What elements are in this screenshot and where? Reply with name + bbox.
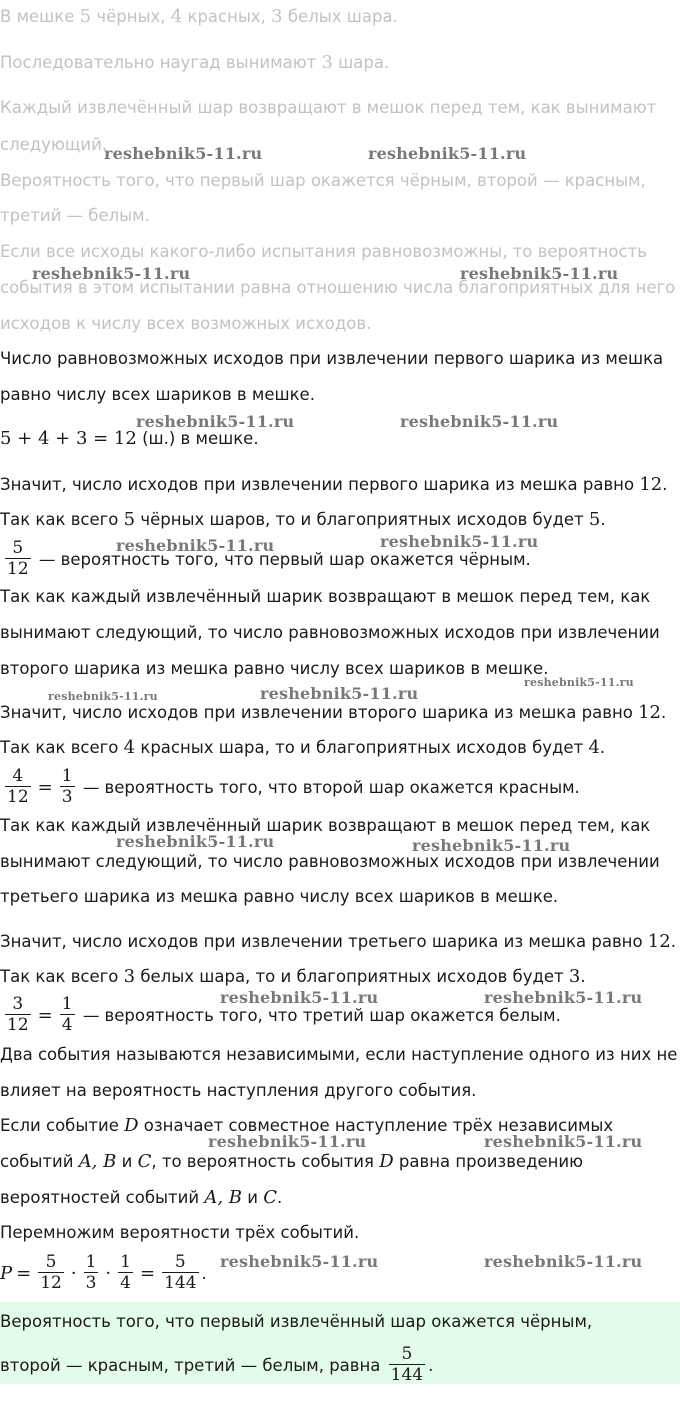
sum-line: 5 + 4 + 3 = 12 (ш.) в мешке. — [0, 428, 259, 449]
watermark: reshebnik5-11.ru — [260, 684, 419, 703]
solution-p2-line-3: второго шарика из мешка равно числу всех шариков в мешке. — [0, 659, 549, 678]
red-probability-line: $\frac{4}{12}$ = $\frac{1}{3}$ — вероятность того, что второй шар окажется красным. — [7, 766, 580, 807]
watermark: reshebnik5-11.ru — [220, 988, 379, 1007]
problem-line-4: следующий. — [0, 135, 108, 154]
independence-line-2: влияет на вероятность наступления другого события. — [0, 1081, 477, 1100]
watermark: reshebnik5-11.ru — [220, 1252, 379, 1271]
fraction-red-reduced: $\frac{1}{3}$ — [61, 766, 73, 807]
third-total-line: Значит, число исходов при извлечении третьего шарика из мешка равно 12. — [0, 931, 676, 952]
definition-line-1: Если все исходы какого-либо испытания равновозможны, то вероятность — [0, 242, 647, 261]
watermark: reshebnik5-11.ru — [136, 412, 295, 431]
watermark: reshebnik5-11.ru — [380, 532, 539, 551]
answer-line-1: Вероятность того, что первый извлечённый шар окажется чёрным, — [0, 1312, 593, 1331]
fraction-white: $\frac{3}{12}$ — [7, 994, 29, 1035]
red-favorable-line: Так как всего 4 красных шара, то и благоприятных исходов будет 4. — [0, 737, 606, 758]
sum-expression: 5 + 4 + 3 = 12 — [0, 428, 137, 449]
watermark: reshebnik5-11.ru — [460, 264, 619, 283]
problem-line-2: Последовательно наугад вынимают 3 шара. — [0, 52, 390, 73]
watermark: reshebnik5-11.ru — [116, 536, 275, 555]
problem-line-1: В мешке 5 чёрных, 4 красных, 3 белых шара. — [0, 6, 398, 27]
watermark: reshebnik5-11.ru — [484, 1252, 643, 1271]
product-fraction-2: $\frac{1}{3}$ — [85, 1252, 97, 1293]
product-formula: P = $\frac{5}{12}$ · $\frac{1}{3}$ · $\frac{1}{4}$ = $\frac{5}{144}$ . — [0, 1252, 207, 1293]
solution-p3-line-2: вынимают следующий, то число равновозможных исходов при извлечении — [0, 852, 660, 871]
fraction-red: $\frac{4}{12}$ — [7, 766, 29, 807]
second-total-line: Значит, число исходов при извлечении второго шарика из мешка равно 12. — [0, 702, 667, 723]
watermark: reshebnik5-11.ru — [484, 1132, 643, 1151]
definition-line-3: исходов к числу всех возможных исходов. — [0, 314, 372, 333]
fraction-white-reduced: $\frac{1}{4}$ — [61, 994, 73, 1035]
watermark: reshebnik5-11.ru — [208, 1132, 367, 1151]
watermark: reshebnik5-11.ru — [48, 690, 158, 703]
problem-line-6: третий — белым. — [0, 206, 150, 225]
watermark: reshebnik5-11.ru — [32, 264, 191, 283]
watermark: reshebnik5-11.ru — [524, 676, 634, 689]
independence-line-1: Два события называются независимыми, если наступление одного из них не — [0, 1045, 678, 1064]
answer-fraction: $\frac{5}{144}$ — [390, 1344, 424, 1385]
multiply-line: Перемножим вероятности трёх событий. — [0, 1223, 360, 1242]
watermark: reshebnik5-11.ru — [484, 988, 643, 1007]
answer-box — [0, 1302, 680, 1384]
solution-p1-line-1: Число равновозможных исходов при извлечении первого шарика из мешка — [0, 349, 664, 368]
watermark: reshebnik5-11.ru — [116, 832, 275, 851]
watermark: reshebnik5-11.ru — [412, 836, 571, 855]
black-probability-line: $\frac{5}{12}$ — вероятность того, что первый шар окажется чёрным. — [7, 538, 531, 579]
first-total-line: Значит, число исходов при извлечении первого шарика из мешка равно 12. — [0, 474, 668, 495]
white-probability-line: $\frac{3}{12}$ = $\frac{1}{4}$ — вероятность того, что третий шар окажется белым. — [7, 994, 561, 1035]
product-result: $\frac{5}{144}$ — [164, 1252, 197, 1293]
solution-p3-line-3: третьего шарика из мешка равно числу всех шариков в мешке. — [0, 887, 559, 906]
product-fraction-3: $\frac{1}{4}$ — [120, 1252, 131, 1293]
watermark: reshebnik5-11.ru — [368, 144, 527, 163]
fraction-black: $\frac{5}{12}$ — [7, 538, 29, 579]
definition-line-2: события в этом испытании равна отношению числа благоприятных для него — [0, 278, 676, 297]
problem-line-3: Каждый извлечённый шар возвращают в мешок перед тем, как вынимают — [0, 98, 657, 117]
solution-p1-line-2: равно числу всех шариков в мешке. — [0, 385, 315, 404]
rule-line-1: Если событие D означает совместное наступление трёх независимых — [0, 1115, 614, 1136]
white-favorable-line: Так как всего 3 белых шара, то и благоприятных исходов будет 3. — [0, 966, 586, 987]
solution-p2-line-2: вынимают следующий, то число равновозможных исходов при извлечении — [0, 623, 660, 642]
rule-line-3: вероятностей событий A, B и C. — [0, 1187, 283, 1208]
product-fraction-1: $\frac{5}{12}$ — [40, 1252, 62, 1293]
black-favorable-line: Так как всего 5 чёрных шаров, то и благоприятных исходов будет 5. — [0, 509, 606, 530]
solution-p3-line-1: Так как каждый извлечённый шарик возвращают в мешок перед тем, как — [0, 816, 651, 835]
answer-line-2: второй — красным, третий — белым, равна $\frac{5}{144}$ . — [0, 1344, 434, 1385]
solution-p2-line-1: Так как каждый извлечённый шарик возвращают в мешок перед тем, как — [0, 587, 651, 606]
watermark: reshebnik5-11.ru — [400, 412, 559, 431]
problem-line-5: Вероятность того, что первый шар окажется чёрным, второй — красным, — [0, 171, 646, 190]
watermark: reshebnik5-11.ru — [104, 144, 263, 163]
rule-line-2: событий A, B и C, то вероятность события D равна произведению — [0, 1151, 584, 1172]
